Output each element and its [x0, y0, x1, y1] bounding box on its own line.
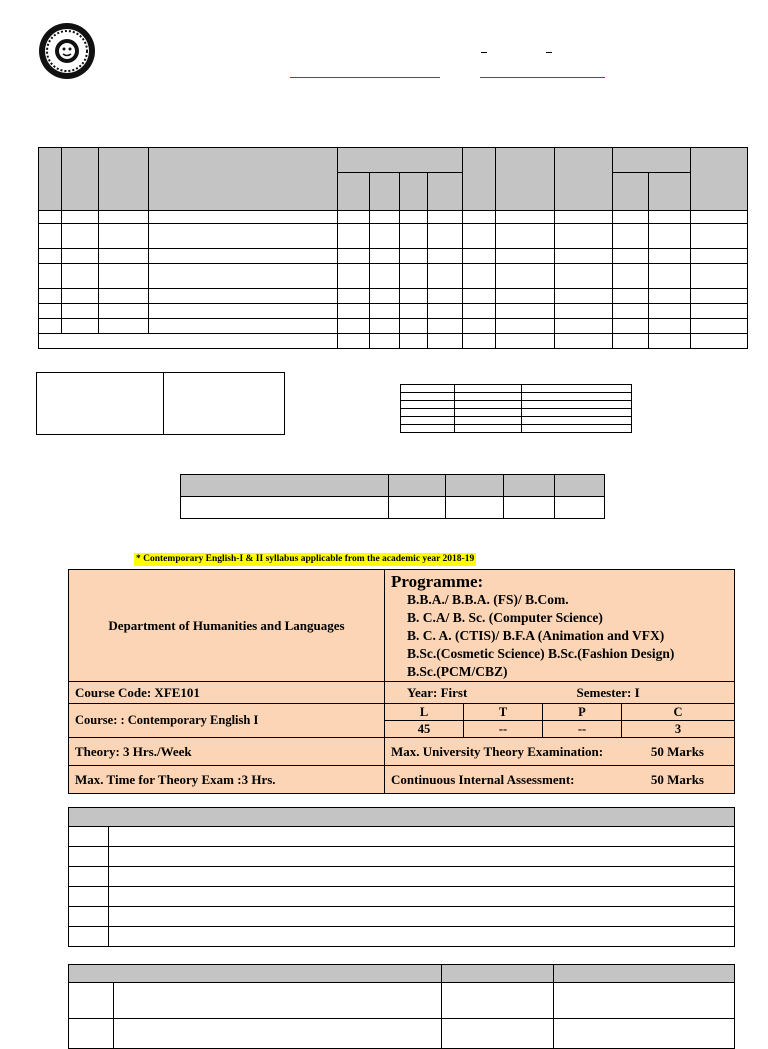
ltpc-value: 45: [385, 721, 464, 738]
signature-box: [36, 372, 285, 435]
objectives-table: [68, 807, 735, 947]
max-exam-time: Max. Time for Theory Exam :3 Hrs.: [69, 766, 385, 794]
max-university-cell: [385, 738, 735, 766]
header-dash: [546, 52, 552, 53]
programme-line: B.Sc.(PCM/CBZ): [407, 664, 508, 679]
programme-line: B.Sc.(Cosmetic Science) B.Sc.(Fashion Design): [407, 646, 675, 661]
theory-hours: Theory: 3 Hrs./Week: [69, 738, 385, 766]
ltpc-header: C: [622, 704, 735, 721]
cia-marks: 50 Marks: [650, 771, 704, 787]
ltpc-header: L: [385, 704, 464, 721]
programme-cell: [385, 570, 735, 682]
ltpc-value: --: [543, 721, 622, 738]
syllabus-note: * Contemporary English-I & II syllabus applicable from the academic year 2018-19: [136, 554, 475, 564]
programme-line: B.B.A./ B.B.A. (FS)/ B.Com.: [407, 592, 569, 607]
scheme-table: [38, 147, 748, 349]
ltpc-value: --: [464, 721, 543, 738]
course-name: Course: : Contemporary English I: [69, 704, 385, 738]
semester-label: Semester: I: [576, 684, 640, 700]
programme-label: Programme:: [391, 572, 484, 591]
ltpc-header: T: [464, 704, 543, 721]
course-code: Course Code: XFE101: [69, 682, 385, 704]
header-link-underline: [290, 77, 440, 78]
department-name: Department of Humanities and Languages: [69, 570, 385, 682]
year-semester-cell: [385, 682, 735, 704]
course-card: [68, 569, 735, 794]
programme-line: B. C. A. (CTIS)/ B.F.A (Animation and VFX): [407, 628, 665, 643]
university-logo-icon: [38, 22, 96, 80]
programme-line: B. C.A/ B. Sc. (Computer Science): [407, 610, 603, 625]
max-university-marks: 50 Marks: [650, 743, 704, 759]
summary-table: [180, 474, 605, 519]
cia-label: Continuous Internal Assessment:: [391, 771, 575, 787]
units-table: [68, 964, 735, 1049]
header-link-underline: [480, 77, 605, 78]
max-university-label: Max. University Theory Examination:: [391, 743, 604, 759]
header-dash: [481, 52, 487, 53]
ltpc-value: 3: [622, 721, 735, 738]
ltpc-header: P: [543, 704, 622, 721]
year-label: Year: First: [407, 684, 468, 700]
grading-table: [400, 384, 632, 433]
cia-cell: [385, 766, 735, 794]
